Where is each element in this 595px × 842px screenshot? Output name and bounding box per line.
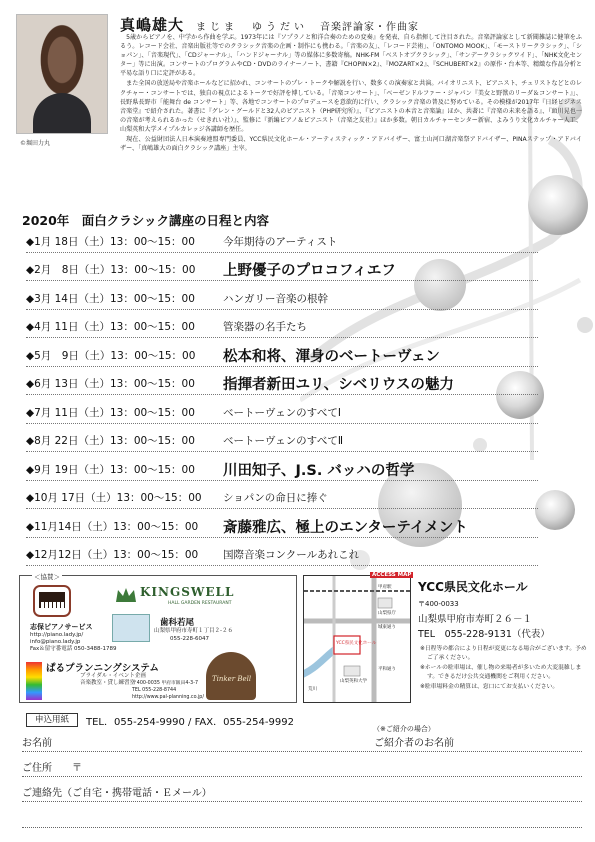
sponsor-piano-email[interactable]: info@piano.lady.jp [30, 639, 81, 645]
name-label: お名前 [22, 738, 52, 749]
form-contact: TEL．055-254-9990 / FAX．055-254-9992 [86, 717, 294, 728]
sponsor-piano-url[interactable]: http://piano.lady.jp/ [30, 632, 84, 638]
profile-photo [16, 14, 108, 134]
schedule-row [26, 398, 586, 427]
sponsor-piano-fax: Fax＆留守番電話 050-3488-1789 [30, 646, 117, 652]
bio-paragraph: また全国の放送局や音楽ホールなどに招かれ、コンサートのプレ・トークや解説を行い、数多くの演奏家と共演。バイオリニスト、ピアニスト、チェリストなどとのレクチャー・コンサートでは、独自の視点によるトークで好評を博している。「音楽コンサート」、「ベーゼンドルファー・ジャパン『美女と野獣のリーダ＆コンサート』」、長野県長野市「能舞台 de コンサート」等、各地でコンサートのプロデュースを意欲的に行い、クラシック音楽の普及に努めている。その模様が2017年『日経ビジネス音楽堂』で紹介された。著書に『グレン・グールドと32人のピアニスト（PHP研究所）』、『ピアニストの本音と音楽論』ほか、共著に『音楽の未来を語る』、『頭川晃也一の音楽が考えられるかった（せきれい社）』、監修に『新編ピアノ＆ピアニスト（音楽之友社）』ほか多数。朝日カルチャーセンター新宿、よみうり文化カルチャー人工、山梨英和大学メイプルカレッジ各講師を歴任。 [120, 80, 582, 133]
schedule-topic: 管楽器の名手たち [223, 321, 307, 334]
schedule-row [26, 512, 586, 541]
schedule-row [26, 455, 586, 484]
schedule-list [26, 227, 586, 569]
schedule-date: ◆9月 19日（土）13：00～15：00 [26, 463, 195, 476]
map-label-prefecture: 山梨県庁 [378, 611, 396, 616]
venue-name: YCC県民文化ホール [418, 580, 528, 594]
sponsor-dentist-tel: 055-228-6047 [170, 636, 209, 642]
map-label-station: 甲府駅 [378, 585, 392, 590]
sponsor-kingswell-sub: HALL GARDEN RESTAURANT [168, 601, 232, 606]
schedule-topic: 松本和将、渾身のベートーヴェン [223, 348, 440, 365]
referral-note: （※ご紹介の場合） [373, 725, 435, 733]
map-label-hall: YCC県民文化ホール [336, 641, 377, 646]
access-map-label: ACCESS MAP [372, 572, 412, 578]
venue-notes [420, 645, 590, 694]
referrer-label: ご紹介者のお名前 [374, 738, 454, 749]
access-map [303, 575, 411, 703]
profile-name: 真嶋雄大 [120, 16, 185, 34]
profile-name-line [120, 14, 419, 35]
schedule-date: ◆10月 17日（土）13：00～15：00 [26, 492, 202, 505]
schedule-date: ◆11月14日（土）13：00～15：00 [26, 520, 199, 533]
form-row-phone[interactable] [22, 780, 582, 802]
sponsor-planning-url[interactable]: http://www.pal-planning.co.jp/ [132, 695, 204, 700]
schedule-topic: ベートーヴェンのすべてⅡ [223, 435, 344, 448]
address-label: ご住所 〒 [22, 763, 82, 774]
schedule-date: ◆1月 18日（土）13：00～15：00 [26, 235, 195, 248]
schedule-topic: ベートーヴェンのすべてⅠ [223, 406, 341, 419]
schedule-date: ◆2月 8日（土）13：00～15：00 [26, 264, 196, 277]
schedule-date: ◆6月 13日（土）13：00～15：00 [26, 378, 195, 391]
schedule-row [26, 541, 586, 570]
schedule-topic: 今年期待のアーティスト [223, 235, 338, 248]
bio-paragraph: 現在、公益財団法人日本演奏連盟専門委員、YCC県民文化ホール・アーティスティック・アドバイザー、富士山河口湖音楽祭アドバイザー、PINAステップ・アドバイザー、「真嶋雄大の面白クラシック講座」主宰。 [120, 136, 582, 153]
sponsor-dentist-address: 山梨県甲府市寿町１丁目２-２６ [154, 628, 233, 634]
schedule-row [26, 370, 586, 399]
schedule-row [26, 313, 586, 342]
map-label-university: 山梨英和大学 [340, 679, 367, 684]
map-label-river: 荒川 [308, 687, 317, 692]
schedule-topic: 国際音楽コンクールあれこれ [223, 549, 360, 562]
schedule-row [26, 427, 586, 456]
schedule-date: ◆3月 14日（土）13：00～15：00 [26, 292, 195, 305]
schedule-topic: 川田知子、J.S. バッハの哲学 [223, 462, 415, 479]
sponsor-planning-line: 音楽教室・貸し練習室 [80, 680, 136, 686]
venue-address: 山梨県甲府市寿町２６－１ [418, 614, 533, 625]
sponsor-planning-line: ブライダル・イベント企画 [80, 673, 146, 679]
venue-note: ※日程等の都合により日程が変更になる場合がございます。予めご了承ください。 [420, 646, 587, 661]
dentist-logo [112, 614, 150, 642]
schedule-heading: 2020年 面白クラシック講座の日程と内容 [22, 213, 270, 228]
schedule-row [26, 341, 586, 370]
sponsor-planning-line: TEL 055-228-8744 [132, 688, 177, 693]
sponsor-kingswell-name: KINGSWELL [140, 585, 235, 599]
schedule-topic: 指揮者新田ユリ、シベリウスの魅力 [223, 377, 454, 394]
schedule-topic: 斎藤雅広、極上のエンターテイメント [223, 519, 468, 536]
schedule-date: ◆12月12日（土）13：00～15：00 [26, 549, 199, 562]
form-row-name[interactable] [22, 732, 582, 752]
profile-title: 音楽評論家・作曲家 [320, 22, 420, 33]
schedule-date: ◆7月 11日（土）13：00～15：00 [26, 406, 195, 419]
piano-icon [32, 584, 72, 618]
sponsors-box [19, 575, 297, 703]
tinkerbell-name: Tinker Bell [212, 675, 252, 683]
venue-note: ※ホールの駐車場は、催し物の来場者が多いため大変混雑します。できるだけ公共交通機関をご利用ください。 [420, 665, 582, 680]
venue-zip: 〒400-0033 [418, 600, 459, 608]
form-row-address[interactable] [22, 755, 582, 777]
profile-bio [120, 33, 582, 154]
bio-paragraph: 5歳からピアノを、中学から作曲を学ぶ。1973年には『ソプラノと和洋合奏のための変奏』を発表、自ら指揮して注目された。音楽評論家として新聞雑誌に健筆をふるう。レコード会社、音楽出版社等でのクラシック音楽の企画・制作にも携わる。「音楽の友」、「レコード芸術」、「ONTOMO MOOK」、「モーストリークラシック」、「ショパン」、「音楽現代」、「CDジャーナル」、「ハンドジャーナル」等の媒体に多数寄稿。NHK-FM「ベストオブクラシック」、「サンデークラシックワイド」、「NHK文化センター」等に出演。コンサートのプログラムやCD・DVDのライナーノート、書籍『CHOPIN×2』、『MOZART×2』、『SCHUBERT×2』の原作・台本等、精緻な作品分析と平易な語り口に定評がある。 [120, 34, 582, 78]
schedule-topic: 上野優子のプロコフィエフ [223, 263, 396, 280]
sponsors-label: ＜協賛＞ [34, 573, 60, 581]
sponsor-planning-line: 〒400-0035 甲府市飯田4-3-7 [132, 681, 199, 686]
venue-tel: TEL 055-228-9131（代表） [418, 629, 550, 640]
photo-credit: ©堀田力丸 [20, 140, 51, 147]
schedule-date: ◆8月 22日（土）13：00～15：00 [26, 435, 195, 448]
schedule-row [26, 284, 586, 313]
crown-icon [115, 586, 137, 604]
schedule-topic: ショパンの命日に捧ぐ [223, 492, 328, 505]
rainbow-logo [26, 662, 42, 700]
form-title: 申込用紙 [26, 713, 78, 727]
phone-label: ご連絡先（ご自宅・携帯電話・Ｅメール） [22, 788, 212, 799]
map-label-street: 平和通り [378, 667, 396, 672]
schedule-topic: ハンガリー音楽の根幹 [223, 292, 328, 305]
schedule-row [26, 227, 586, 256]
schedule-row [26, 256, 586, 285]
sponsor-planning-name: ぱるプランニングシステム [46, 663, 159, 674]
sponsor-dentist-name: 歯科若尾 [160, 618, 195, 628]
sponsor-piano-name: 志保ピアノサービス [30, 623, 93, 631]
schedule-date: ◆4月 11日（土）13：00～15：00 [26, 321, 195, 334]
tinkerbell-logo [206, 652, 256, 700]
form-row-blank[interactable] [22, 804, 582, 828]
profile-reading: まじま ゆうだい [196, 22, 309, 33]
schedule-date: ◆5月 9日（土）13：00～15：00 [26, 349, 196, 362]
venue-note: ※駐車場料金の精算は、窓口にてお支払いください。 [420, 684, 559, 691]
schedule-row [26, 484, 586, 513]
map-label-street: 城東通り [378, 625, 396, 630]
